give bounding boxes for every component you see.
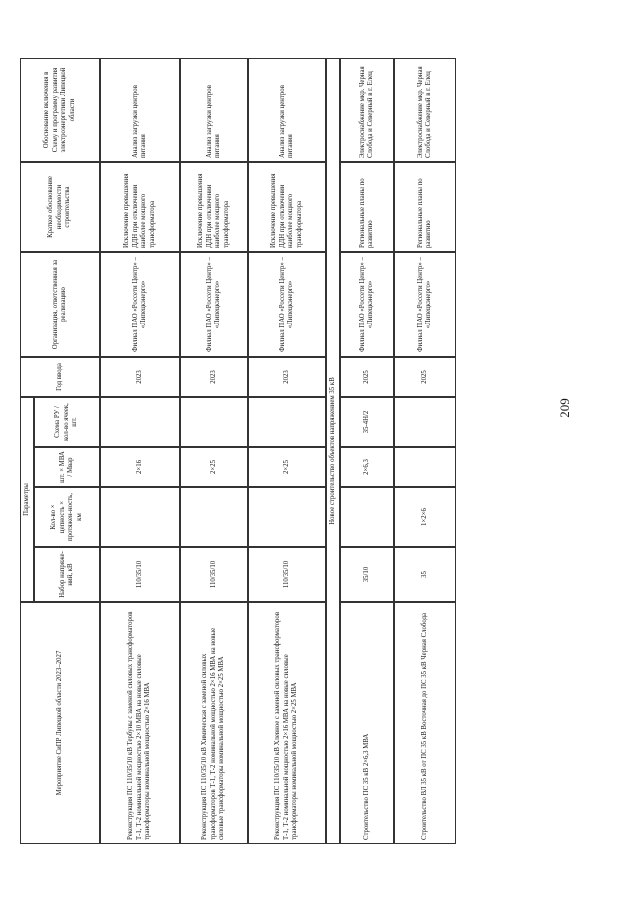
row1-event: Реконструкция ПС 110/35/10 кВ Тербуны с заменой силовых трансформаторов Т-1, Т-2 номинальной мощностью 2×10 МВА на новые силовые трансформаторы номинальной мощностью 2×16 МВА bbox=[100, 602, 180, 844]
row5-switchgear bbox=[394, 397, 456, 447]
row4-justification: Электроснабжение мкр. Черная Слобода и Северный в г. Елец bbox=[340, 58, 394, 162]
row2-rationale: Исключение превышения ДДН при отключении наиболее мощного трансформатора bbox=[180, 162, 248, 252]
row3-org: Филиал ПАО «Россети Центр» – «Липецкэнерго» bbox=[248, 252, 326, 357]
row2-justification: Анализ загрузки центров питания bbox=[180, 58, 248, 162]
row3-event: Реконструкция ПС 110/35/10 кВ Хлевное с заменой силовых трансформаторов Т-1, Т-2 номинальной мощностью 2×16 МВА на новые силовые трансформаторы номинальной мощностью 2×25 МВА bbox=[248, 602, 326, 844]
row1-capacity: 2×16 bbox=[100, 447, 180, 487]
row5-year: 2025 bbox=[394, 357, 456, 397]
row3-year: 2023 bbox=[248, 357, 326, 397]
row4-year: 2025 bbox=[340, 357, 394, 397]
row5-org: Филиал ПАО «Россети Центр» – «Липецкэнерго» bbox=[394, 252, 456, 357]
row1-length bbox=[100, 487, 180, 547]
row1-rationale: Исключение превышения ДДН при отключении наиболее мощного трансформатора bbox=[100, 162, 180, 252]
row4-org: Филиал ПАО «Россети Центр» – «Липецкэнерго» bbox=[340, 252, 394, 357]
row5-voltage: 35 bbox=[394, 547, 456, 602]
row5-capacity bbox=[394, 447, 456, 487]
row3-length bbox=[248, 487, 326, 547]
row4-event: Строительство ПС 35 кВ 2×6,3 МВА bbox=[340, 602, 394, 844]
row2-capacity: 2×25 bbox=[180, 447, 248, 487]
row2-voltage: 110/35/10 bbox=[180, 547, 248, 602]
header-params-group: Параметры bbox=[20, 397, 34, 602]
row2-length bbox=[180, 487, 248, 547]
page-number: 209 bbox=[556, 398, 572, 418]
row1-org: Филиал ПАО «Россети Центр» – «Липецкэнерго» bbox=[100, 252, 180, 357]
row5-rationale: Региональные планы по развитию bbox=[394, 162, 456, 252]
row1-voltage: 110/35/10 bbox=[100, 547, 180, 602]
row5-justification: Электроснабжение мкр. Черная Слобода и Северный в г. Елец bbox=[394, 58, 456, 162]
row4-voltage: 35/10 bbox=[340, 547, 394, 602]
row5-length: 1×2×6 bbox=[394, 487, 456, 547]
row3-voltage: 110/35/10 bbox=[248, 547, 326, 602]
header-capacity: шт. × МВА / Мвар bbox=[34, 447, 100, 487]
row4-rationale: Региональные планы по развитию bbox=[340, 162, 394, 252]
header-voltage: Набор напряже-ний, кВ bbox=[34, 547, 100, 602]
row1-switchgear bbox=[100, 397, 180, 447]
rotated-table bbox=[20, 58, 456, 844]
row3-justification: Анализ загрузки центров питания bbox=[248, 58, 326, 162]
row2-org: Филиал ПАО «Россети Центр» – «Липецкэнерго» bbox=[180, 252, 248, 357]
section-title: Новое строительство объектов напряжением 35 кВ bbox=[326, 58, 340, 844]
header-org: Организация, ответственная за реализацию bbox=[20, 252, 100, 357]
row2-switchgear bbox=[180, 397, 248, 447]
row3-capacity: 2×25 bbox=[248, 447, 326, 487]
header-length: Кол-во × цепность × протяжен-ность, км bbox=[34, 487, 100, 547]
row3-rationale: Исключение превышения ДДН при отключении наиболее мощного трансформатора bbox=[248, 162, 326, 252]
header-switchgear: Схема РУ / кол-во ячеек, шт. bbox=[34, 397, 100, 447]
row1-justification: Анализ загрузки центров питания bbox=[100, 58, 180, 162]
header-event: Мероприятие СиПР Липецкой области 2023–2027 bbox=[20, 602, 100, 844]
row4-length bbox=[340, 487, 394, 547]
header-year: Год ввода bbox=[20, 357, 100, 397]
header-rationale: Краткое обоснование необходимости строительства bbox=[20, 162, 100, 252]
row4-switchgear: 35-4Н/2 bbox=[340, 397, 394, 447]
row2-year: 2023 bbox=[180, 357, 248, 397]
header-justification: Обоснование включения в Схему и программу развития электроэнергетики Липецкой области bbox=[20, 58, 100, 162]
row3-switchgear bbox=[248, 397, 326, 447]
row1-year: 2023 bbox=[100, 357, 180, 397]
row5-event: Строительство ВЛ 35 кВ от ПС 35 кВ Восточная до ПС 35 кВ Черная Слобода bbox=[394, 602, 456, 844]
row2-event: Реконструкция ПС 110/35/10 кВ Химическая с заменой силовых трансформаторов Т-1, Т-2 номинальной мощностью 2×16 МВА на новые силовые трансформаторы номинальной мощностью 2×25 МВА bbox=[180, 602, 248, 844]
row4-capacity: 2×6,3 bbox=[340, 447, 394, 487]
